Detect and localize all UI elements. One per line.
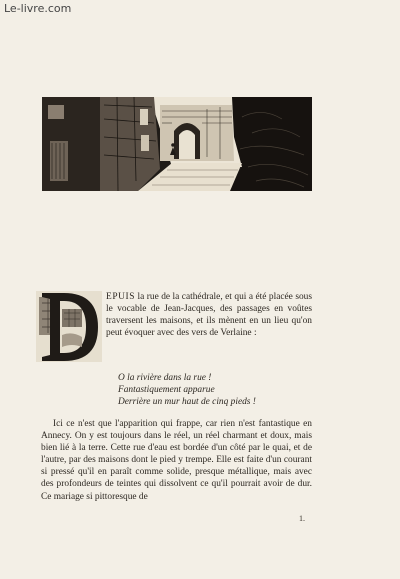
verse-line: O la rivière dans la rue ! — [118, 373, 212, 383]
opening-paragraph — [106, 291, 312, 339]
street-engraving-art — [42, 97, 312, 191]
body-paragraph: Ici ce n'est que l'apparition qui frappe, car rien n'est fantastique en Annecy. On y est toujours dans le réel, un réel charmant et doux, mais bien lié à la terre. Cette rue d'eau est bordée d'un côté par le quai, et de l'autre, par des maisons dont le pied y trempe. Elle est faite d'un courant si pressé qu'il en paraît comme solide, presque métallique, mais avec des profondeurs de teintes qui dissolvent ce qu'il pourrait avoir de dur. Ce mariage si pittoresque de — [41, 419, 312, 502]
opening-paragraph-text: la rue de la cathédrale, et qui a été placée sous le vocable de Jean-Jacques, des passages en voûtes traversent les maisons, et ils mènent en un lieu qu'on peut évoquer avec des vers de Verlaine : — [106, 292, 312, 339]
dropcap-D — [36, 291, 102, 362]
verlaine-verse — [118, 372, 256, 408]
verse-line: Fantastiquement apparue — [118, 385, 215, 395]
watermark: Le-livre.com — [4, 2, 72, 15]
opening-word: EPUIS — [106, 292, 136, 302]
verse-line: Derrière un mur haut de cinq pieds ! — [118, 397, 256, 407]
dropcap-art — [36, 291, 102, 362]
street-engraving — [42, 97, 312, 191]
page-number: 1. — [299, 514, 305, 523]
